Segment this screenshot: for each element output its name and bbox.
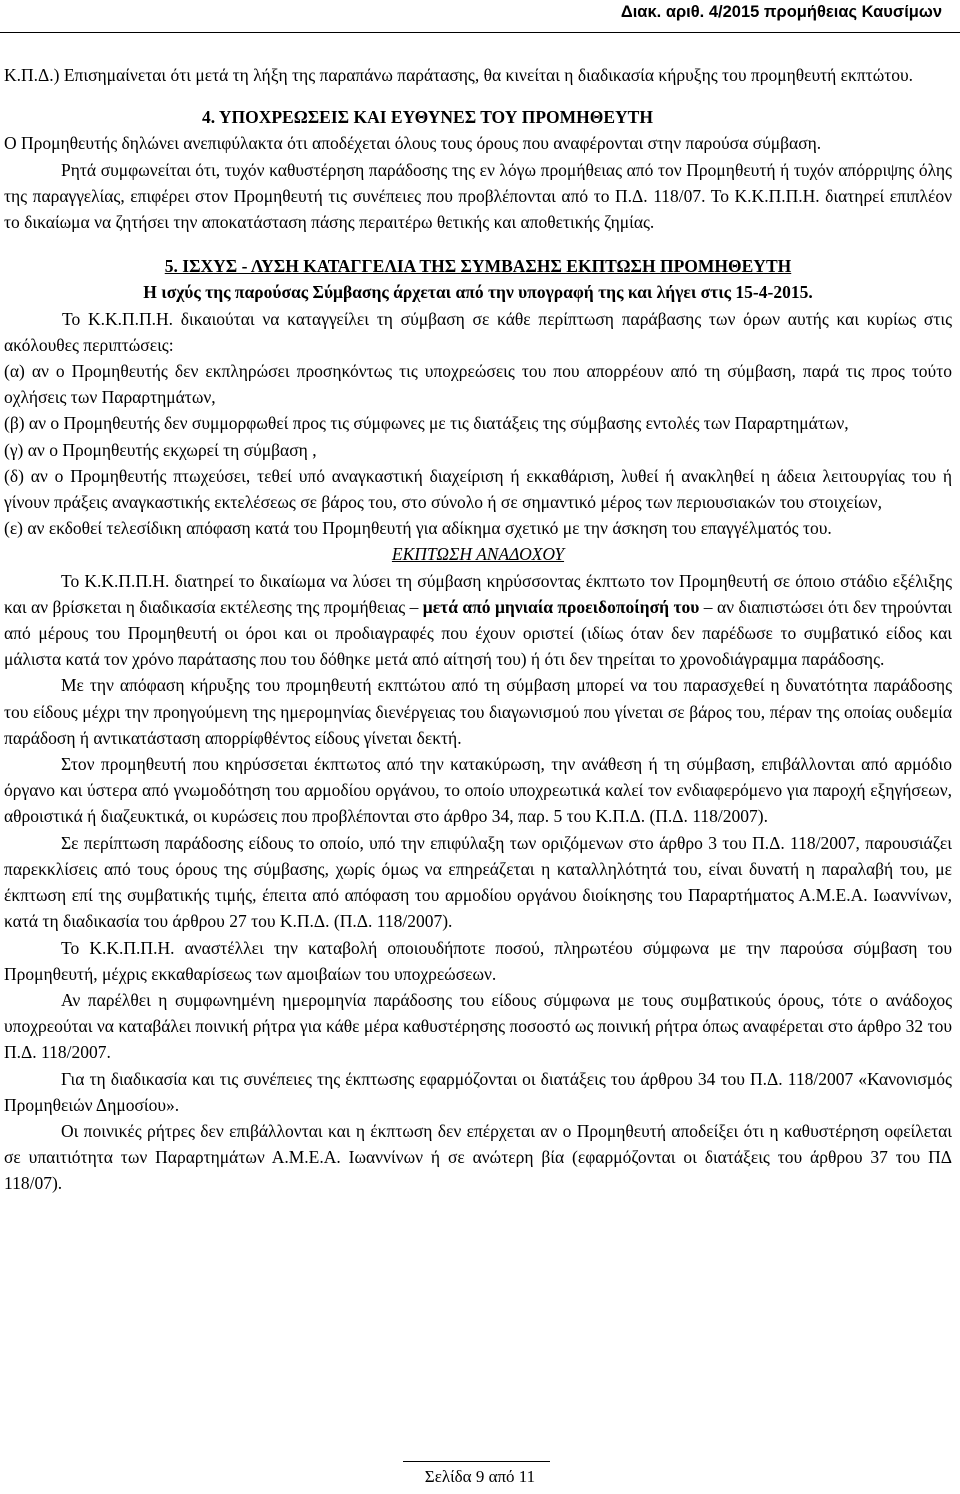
paragraph-kpd: Κ.Π.Δ.) Επισημαίνεται ότι μετά τη λήξη της παραπάνω παράτασης, θα κινείται η διαδικασία κήρυξης του προμηθευτή εκπτώτου.: [4, 65, 914, 85]
monthly-notice-emphasis: μετά από μηνιαία προειδοποίησή του: [422, 596, 700, 617]
ekptosi-paragraph-8: Οι ποινικές ρήτρες δεν επιβάλλονται και η έκπτωση δεν επέρχεται αν ο Προμηθευτή αποδείξει ότι η καθυστέρηση οφείλεται σε υπαιτιότητα των Παραρτημάτων Α.Μ.Ε.Α. Ιωαννίνων ή σε ανώτερη βία (εφαρμόζονται οι διατάξεις του άρθρου 37 του ΠΔ 118/07).: [4, 1120, 952, 1194]
termination-case-b: (β) αν ο Προμηθευτής δεν συμμορφωθεί προς τις σύμφωνες με τις διατάξεις της σύμβασης εντολές των Παραρτημάτων,: [4, 413, 849, 434]
ekptosi-paragraph-5: Το Κ.Κ.Π.Π.Η. αναστέλλει την καταβολή οποιουδήποτε ποσού, πληρωτέου σύμφωνα με την παρούσα σύμβαση του Προμηθευτή, μέχρις εκκαθαρίσεως των αμοιβαίων του υποχρεώσεων.: [4, 937, 952, 984]
section-5-validity: Η ισχύς της παρούσας Σύμβασης άρχεται από την υπογραφή της και λήγει στις 15-4-2015.: [143, 282, 813, 303]
ekptosi-paragraph-4: Σε περίπτωση παράδοσης είδους το οποίο, υπό την επιφύλαξη των οριζόμενων στο άρθρο 3 του Π.Δ. 118/2007, παρουσιάζει παρεκκλίσεις από τους όρους της σύμβασης, χωρίς όμως να επηρεάζεται η καταλληλότητά του, είναι δυνατή η παραλαβή του, με έκπτωση επί της συμβατικής τιμής, έπειτα από απόφαση του αρμοδίου οργάνου διοίκησης του Παραρτήματος Α.Μ.Ε.Α. Ιωαννίνων, κατά τη διαδικασία του άρθρου 27 του Κ.Π.Δ. (Π.Δ. 118/2007).: [4, 832, 952, 932]
termination-case-e: (ε) αν εκδοθεί τελεσίδικη απόφαση κατά του Προμηθευτή για αδίκημα σχετικό με την άσκηση του επαγγέλματός του.: [4, 518, 832, 539]
header-divider: [0, 32, 960, 33]
ekptosi-heading: ΕΚΠΤΩΣΗ ΑΝΑΔΟΧΟΥ: [391, 544, 565, 565]
section-4-paragraph-1: Ο Προμηθευτής δηλώνει ανεπιφύλακτα ότι αποδέχεται όλους τους όρους που αναφέρονται στην παρούσα σύμβαση.: [4, 133, 822, 154]
termination-case-c: (γ) αν ο Προμηθευτής εκχωρεί τη σύμβαση ,: [4, 439, 317, 460]
page-number: Σελίδα 9 από 11: [424, 1467, 536, 1486]
footer-divider: [403, 1461, 550, 1462]
section-4-heading: 4. ΥΠΟΧΡΕΩΣΕΙΣ ΚΑΙ ΕΥΘΥΝΕΣ ΤΟΥ ΠΡΟΜΗΘΕΥΤΗ: [202, 107, 653, 128]
ekptosi-paragraph-2: Με την απόφαση κήρυξης του προμηθευτή εκπτώτου από τη σύμβαση μπορεί να του παρασχεθεί η δυνατότητα παράδοσης του είδους μέχρι την προηγούμενη της ημερομηνίας διενέργειας του διαγωνισμού που γίνεται σε βάρος του, πέραν της οποίας ουδεμία παράδοση ή αντικατάσταση απορρίφθέντος είδους γίνεται δεκτή.: [4, 675, 952, 748]
document-body: [4, 62, 952, 1197]
ekptosi-paragraph-1-text-a: Το Κ.Κ.Π.Π.Η. διατηρεί το δικαίωμα να λύσει τη σύμβαση κηρύσσοντας έκπτωτο τον Προμηθευτή σε όποιο στάδιο εξέλιξης και αν βρίσκεται η διαδικασία εκτέλεσης της προμήθειας –: [4, 570, 952, 617]
ekptosi-paragraph-6: Αν παρέλθει η συμφωνημένη ημερομηνία παράδοσης του είδους σύμφωνα με τους συμβατικούς όρους, τότε ο ανάδοχος υποχρεούται να καταβάλει ποινική ρήτρα για κάθε μέρα καθυστέρησης ποσοστό ως ποινική ρήτρα όπως αναφέρεται στο άρθρο 32 του Π.Δ. 118/2007.: [4, 989, 952, 1063]
ekptosi-paragraph-1: [4, 568, 952, 673]
ekptosi-paragraph-7: Για τη διαδικασία και τις συνέπειες της έκπτωσης εφαρμόζονται οι διατάξεις του άρθρου 34 του Π.Δ. 118/2007 «Κανονισμός Προμηθειών Δημοσίου».: [4, 1068, 952, 1115]
ekptosi-paragraph-3: Στον προμηθευτή που κηρύσσεται έκπτωτος από την κατακύρωση, την ανάθεση ή τη σύμβαση, επιβάλλονται από αρμόδιο όργανο και ύστερα από γνωμοδότηση του αρμοδίου οργάνου, το οποίο υποχρεωτικά καλεί τον ενδιαφερόμενο για παροχή εξηγήσεων, αθροιστικά ή διαζευκτικά, οι κυρώσεις που προβλέπονται στο άρθρο 34, παρ. 5 του Κ.Π.Δ. (Π.Δ. 118/2007).: [4, 754, 952, 827]
termination-case-a: (α) αν ο Προμηθευτής δεν εκπληρώσει προσηκόντως τις υποχρεώσεις του που απορρέουν από τη σύμβαση, παρά τις προς τούτο οχλήσεις των Παραρτημάτων,: [4, 361, 952, 408]
termination-case-d: (δ) αν ο Προμηθευτής πτωχεύσει, τεθεί υπό αναγκαστική διαχείριση ή εκκαθάριση, λυθεί ή ανακληθεί η άδεια λειτουργίας του ή γίνουν πράξεις αναγκαστικής εκτελέσεως σε βάρος του, στο σύνολο ή σε σημαντικό μέρος των περιουσιακών του στοιχείων,: [4, 465, 952, 513]
section-4-paragraph-2: Ρητά συμφωνείται ότι, τυχόν καθυστέρηση παράδοσης της εν λόγω προμήθειας από τον Προμηθευτή ή τυχόν απόρριψης όλης της παραγγελίας, επιφέρει στον Προμηθευτή τις συνέπειες που προβλέπονται από το Π.Δ. 118/07. Το Κ.Κ.Π.Π.Η. διατηρεί επιπλέον το δικαίωμα να ζητήσει την αποκατάσταση πάσης περαιτέρω θετικής και αποθετικής ζημίας.: [4, 159, 952, 233]
ekptosi-paragraph-1-text-b: – αν διαπιστώσει ότι δεν τηρούνται από μέρους του Προμηθευτή οι όροι και οι προδιαγραφές που έχουν οριστεί (ιδίως όταν δεν παρέδωσε το συμβατικό είδος και μάλιστα κατά τον χρόνο παράτασης που του δόθηκε μετά από αίτησή του) ή ότι δεν τηρείται το χρονοδιάγραμμα παράδοσης.: [4, 596, 952, 670]
section-5-heading: 5. ΙΣΧΥΣ - ΛΥΣΗ ΚΑΤΑΓΓΕΛΙΑ ΤΗΣ ΣΥΜΒΑΣΗΣ ΕΚΠΤΩΣΗ ΠΡΟΜΗΘΕΥΤΗ: [164, 256, 792, 277]
document-reference-header: Διακ. αριθ. 4/2015 προμήθειας Καυσίμων: [620, 3, 942, 21]
section-5-paragraph-1: Το Κ.Κ.Π.Π.Η. δικαιούται να καταγγείλει τη σύμβαση σε κάθε περίπτωση παράβασης των όρων αυτής και κυρίως στις ακόλουθες περιπτώσεις:: [4, 308, 952, 355]
